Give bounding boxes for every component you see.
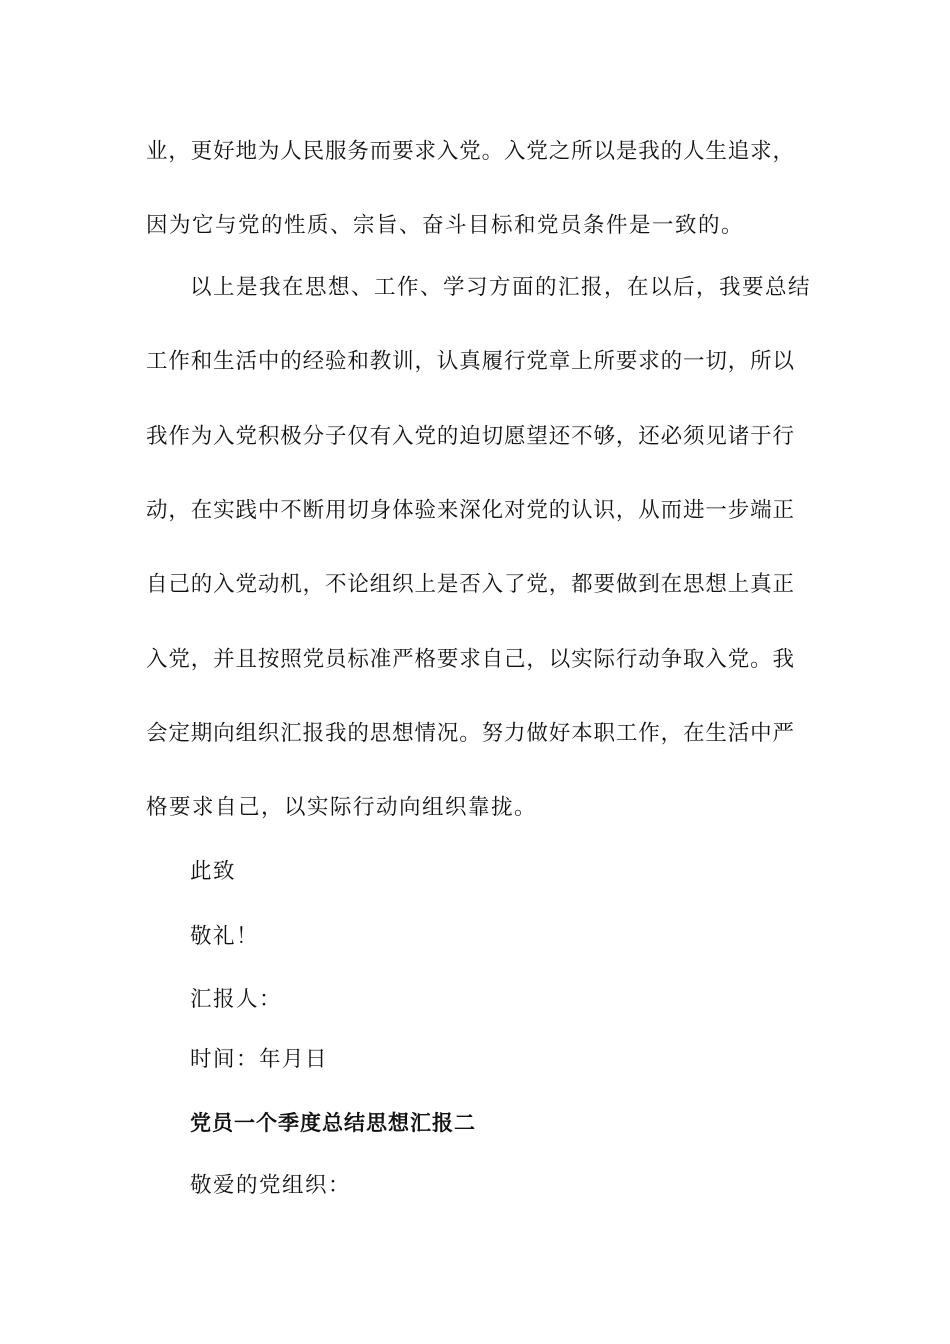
section-greeting: 敬爱的党组织： [190, 1173, 352, 1198]
paragraph-2-line-7: 会定期向组织汇报我的思想情况。努力做好本职工作，在生活中严 [146, 721, 794, 746]
closing-salutation: 此致 [190, 859, 237, 884]
section-heading: 党员一个季度总结思想汇报二 [190, 1111, 476, 1135]
paragraph-1-line-2: 因为它与党的性质、宗旨、奋斗目标和党员条件是一致的。 [146, 213, 745, 238]
reporter-label: 汇报人： [190, 987, 283, 1012]
paragraph-1-line-1: 业，更好地为人民服务而要求入党。入党之所以是我的人生追求， [146, 139, 794, 164]
paragraph-2-line-1: 以上是我在思想、工作、学习方面的汇报，在以后，我要总结 [190, 275, 812, 300]
paragraph-2-line-6: 入党，并且按照党员标准严格要求自己，以实际行动争取入党。我 [146, 647, 794, 672]
paragraph-2-line-5: 自己的入党动机，不论组织上是否入了党，都要做到在思想上真正 [146, 572, 794, 597]
paragraph-2-line-4: 动，在实践中不断用切身体验来深化对党的认识，从而进一步端正 [146, 498, 794, 523]
paragraph-2-line-3: 我作为入党积极分子仅有入党的迫切愿望还不够，还必须见诸于行 [146, 424, 794, 449]
paragraph-2-line-2: 工作和生活中的经验和教训，认真履行党章上所要求的一切，所以 [146, 349, 794, 374]
closing-respect: 敬礼！ [190, 924, 260, 949]
date-label: 时间：年月日 [190, 1047, 329, 1072]
paragraph-2-line-8: 格要求自己，以实际行动向组织靠拢。 [146, 795, 538, 820]
